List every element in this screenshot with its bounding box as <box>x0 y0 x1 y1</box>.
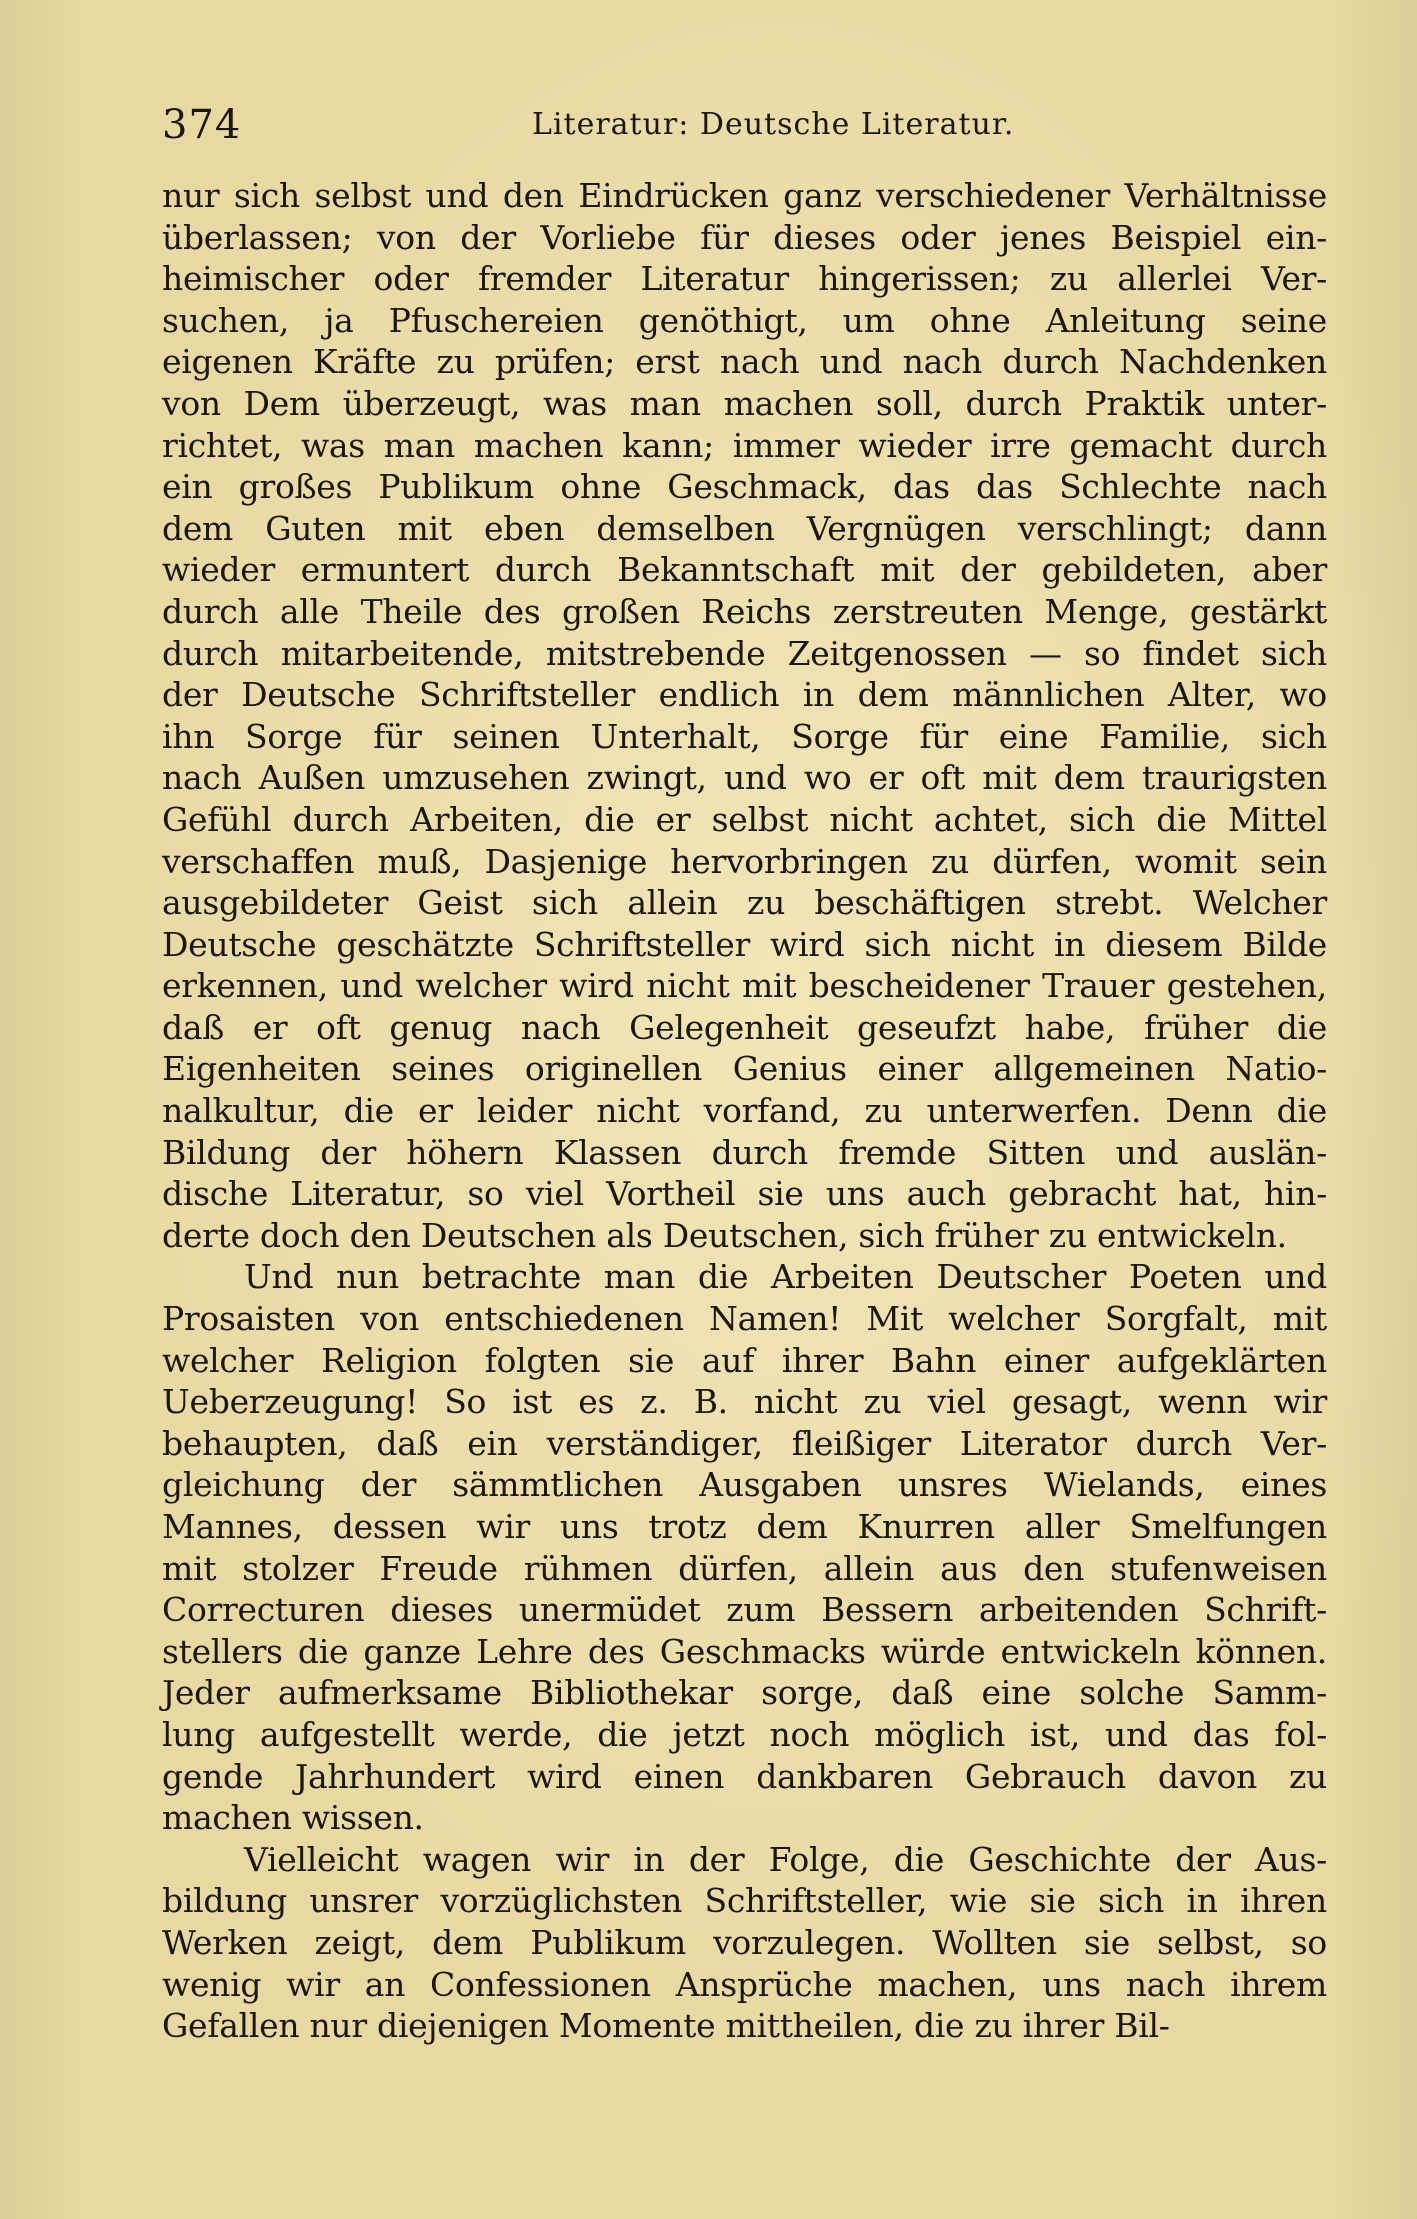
text-line: richtet, was man machen kann; immer wieder irre gemacht durch <box>162 425 1327 465</box>
text-line: behaupten, daß ein verständiger, fleißiger Literator durch Ver- <box>162 1423 1327 1463</box>
text-line: bildung unsrer vorzüglichsten Schriftsteller, wie sie sich in ihren <box>162 1881 1327 1921</box>
running-head: Literatur: Deutsche Literatur. <box>532 107 1015 142</box>
text-line: Gefühl durch Arbeiten, die er selbst nicht achtet, sich die Mittel <box>162 799 1327 839</box>
text-line: stellers die ganze Lehre des Geschmacks würde entwickeln können. <box>162 1631 1327 1671</box>
text-line: Mannes, dessen wir uns trotz dem Knurren aller Smelfungen <box>162 1507 1327 1546</box>
text-line: der Deutsche Schriftsteller endlich in dem männlichen Alter, wo <box>162 675 1327 715</box>
text-line: wenig wir an Confessionen Ansprüche machen, uns nach ihrem <box>162 1964 1327 2004</box>
text-line: von Dem überzeugt, was man machen soll, durch Praktik unter- <box>162 383 1327 423</box>
text-line: Prosaisten von entschiedenen Namen! Mit welcher Sorgfalt, mit <box>162 1299 1327 1339</box>
text-line: verschaffen muß, Dasjenige hervorbringen zu dürfen, womit sein <box>162 841 1327 881</box>
text-line: nalkultur, die er leider nicht vorfand, zu unterwerfen. Denn die <box>162 1091 1327 1131</box>
text-line: ausgebildeter Geist sich allein zu beschäftigen strebt. Welcher <box>162 883 1327 923</box>
text-line: ein großes Publikum ohne Geschmack, das das Schlechte nach <box>162 467 1327 507</box>
text-line: dische Literatur, so viel Vortheil sie uns auch gebracht hat, hin- <box>162 1174 1327 1214</box>
text-line: wieder ermuntert durch Bekanntschaft mit der gebildeten, aber <box>162 550 1327 590</box>
text-line: Werken zeigt, dem Publikum vorzulegen. Wollten sie selbst, so <box>162 1922 1327 1962</box>
text-line: nach Außen umzusehen zwingt, und wo er oft mit dem traurigsten <box>162 758 1327 798</box>
text-line: nur sich selbst und den Eindrücken ganz verschiedener Verhältnisse <box>162 176 1327 215</box>
text-line: Bildung der höhern Klassen durch fremde Sitten und auslän- <box>162 1132 1327 1172</box>
text-line: machen wissen. <box>162 1798 424 1838</box>
text-line: Und nun betrachte man die Arbeiten Deutscher Poeten und <box>244 1257 1327 1297</box>
text-line: suchen, ja Pfuschereien genöthigt, um ohne Anleitung seine <box>162 300 1327 340</box>
text-line: Deutsche geschätzte Schriftsteller wird sich nicht in diesem Bilde <box>162 924 1327 964</box>
text-line: Gefallen nur diejenigen Momente mittheilen, die zu ihrer Bil- <box>162 2006 1170 2046</box>
text-line: Ueberzeugung! So ist es z. B. nicht zu viel gesagt, wenn wir <box>162 1382 1327 1422</box>
text-line: überlassen; von der Vorliebe für dieses oder jenes Beispiel ein- <box>162 217 1327 257</box>
text-line: eigenen Kräfte zu prüfen; erst nach und nach durch Nachdenken <box>162 342 1327 382</box>
text-line: dem Guten mit eben demselben Vergnügen verschlingt; dann <box>162 508 1327 548</box>
text-line: welcher Religion folgten sie auf ihrer Bahn einer aufgeklärten <box>162 1340 1327 1380</box>
page-number: 374 <box>162 102 242 148</box>
text-line: durch alle Theile des großen Reichs zerstreuten Menge, gestärkt <box>162 591 1327 631</box>
paragraph-2 <box>162 1256 1327 1838</box>
paragraph-1 <box>162 175 1327 1256</box>
text-line: daß er oft genug nach Gelegenheit geseufzt habe, früher die <box>162 1007 1327 1047</box>
text-line: ihn Sorge für seinen Unterhalt, Sorge für eine Familie, sich <box>162 716 1327 756</box>
text-line: derte doch den Deutschen als Deutschen, sich früher zu entwickeln. <box>162 1215 1287 1255</box>
body-text <box>162 175 1327 2047</box>
text-line: Jeder aufmerksame Bibliothekar sorge, daß eine solche Samm- <box>162 1673 1327 1713</box>
text-line: gende Jahrhundert wird einen dankbaren Gebrauch davon zu <box>162 1756 1327 1796</box>
text-line: lung aufgestellt werde, die jetzt noch möglich ist, und das fol- <box>162 1714 1327 1754</box>
page-header <box>162 95 1327 155</box>
text-line: erkennen, und welcher wird nicht mit bescheidener Trauer gestehen, <box>162 966 1327 1006</box>
text-line: heimischer oder fremder Literatur hingerissen; zu allerlei Ver- <box>162 259 1327 299</box>
paragraph-3 <box>162 1839 1327 2047</box>
text-line: gleichung der sämmtlichen Ausgaben unsres Wielands, eines <box>162 1465 1327 1505</box>
text-line: durch mitarbeitende, mitstrebende Zeitgenossen — so findet sich <box>162 633 1327 673</box>
text-line: Correcturen dieses unermüdet zum Bessern arbeitenden Schrift- <box>162 1590 1327 1630</box>
text-line: Eigenheiten seines originellen Genius einer allgemeinen Natio- <box>162 1049 1327 1089</box>
text-line: Vielleicht wagen wir in der Folge, die Geschichte der Aus- <box>244 1839 1327 1879</box>
text-line: mit stolzer Freude rühmen dürfen, allein aus den stufenweisen <box>162 1548 1327 1588</box>
